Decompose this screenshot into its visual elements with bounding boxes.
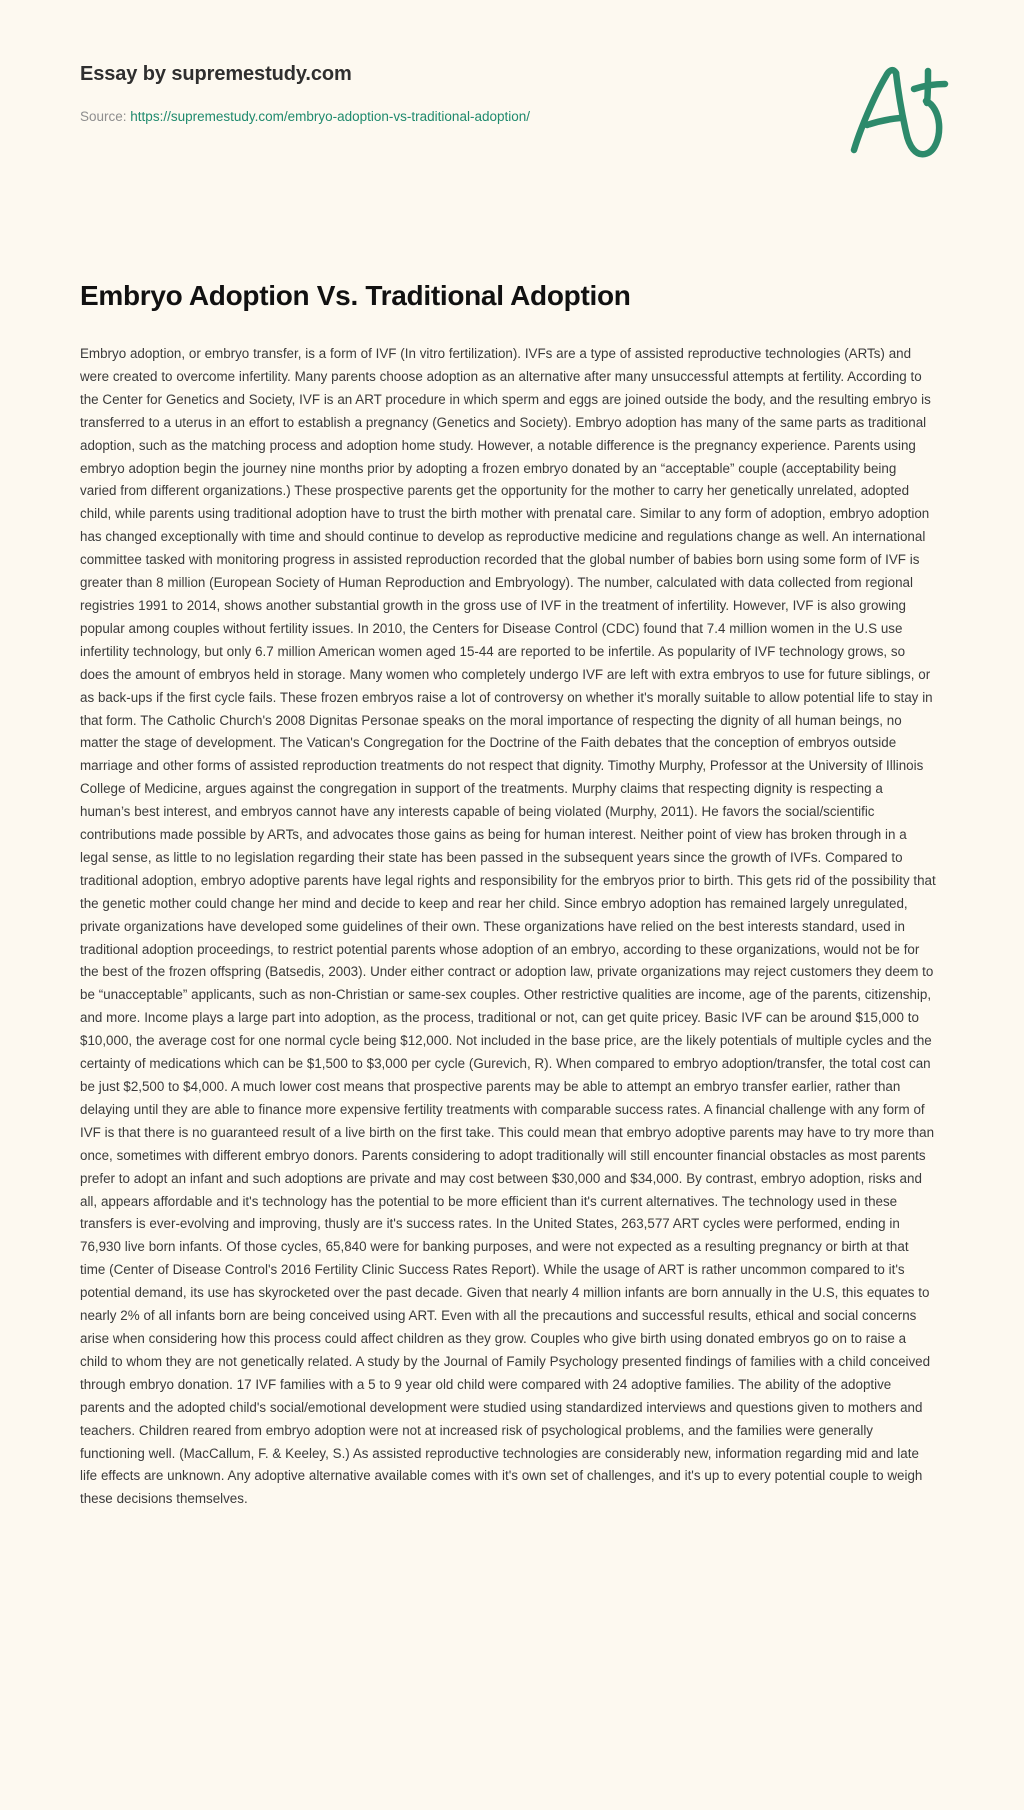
source-line bbox=[80, 108, 960, 126]
source-url-link[interactable]: https://supremestudy.com/embryo-adoption-vs-traditional-adoption/ bbox=[130, 109, 530, 124]
brand-title: Essay by supremestudy.com bbox=[80, 63, 352, 85]
essay-body bbox=[0, 313, 1024, 1551]
source-label: Source: bbox=[80, 109, 127, 124]
essay-paragraph: Embryo adoption, or embryo transfer, is a form of IVF (In vitro fertilization). IVFs are a type of assisted reproductive technologies (ARTs) and were created to overcome infertility. Many parents choose adoption as an alternative after many unsuccessful attempts at fertility. According to the Center for Genetics and Society, IVF is an ART procedure in which sperm and eggs are joined outside the body, and the resulting embryo is transferred to a uterus in an effort to establish a pregnancy (Genetics and Society). Embryo adoption has many of the same parts as traditional adoption, such as the matching process and adoption home study. However, a notable difference is the pregnancy experience. Parents using embryo adoption begin the journey nine months prior by adopting a frozen embryo donated by an “acceptable” couple (acceptability being varied from different organizations.) These prospective parents get the opportunity for the mother to carry her genetically unrelated, adopted child, while parents using traditional adoption have to trust the birth mother with prenatal care. Similar to any form of adoption, embryo adoption has changed exceptionally with time and should continue to develop as reproductive medicine and regulations change as well. An international committee tasked with monitoring progress in assisted reproduction recorded that the global number of babies born using some form of IVF is greater than 8 million (European Society of Human Reproduction and Embryology). The number, calculated with data collected from regional registries 1991 to 2014, shows another substantial growth in the gross use of IVF in the treatment of infertility. However, IVF is also growing popular among couples without fertility issues. In 2010, the Centers for Disease Control (CDC) found that 7.4 million women in the U.S use infertility technology, but only 6.7 million American women aged 15-44 are reported to be infertile. As popularity of IVF technology grows, so does the amount of embryos held in storage. Many women who completely undergo IVF are left with extra embryos to use for future siblings, or as back-ups if the first cycle fails. These frozen embryos raise a lot of controversy on whether it's morally suitable to allow potential life to stay in that form. The Catholic Church's 2008 Dignitas Personae speaks on the moral importance of respecting the dignity of all human beings, no matter the stage of development. The Vatican's Congregation for the Doctrine of the Faith debates that the conception of embryos outside marriage and other forms of assisted reproduction treatments do not respect that dignity. Timothy Murphy, Professor at the University of Illinois College of Medicine, argues against the congregation in support of the treatments. Murphy claims that respecting dignity is respecting a human’s best interest, and embryos cannot have any interests capable of being violated (Murphy, 2011). He favors the social/scientific contributions made possible by ARTs, and advocates those gains as being for human interest. Neither point of view has broken through in a legal sense, as little to no legislation regarding their state has been passed in the subsequent years since the growth of IVFs. Compared to traditional adoption, embryo adoptive parents have legal rights and responsibility for the embryos prior to birth. This gets rid of the possibility that the genetic mother could change her mind and decide to keep and rear her child. Since embryo adoption has remained largely unregulated, private organizations have developed some guidelines of their own. These organizations have relied on the best interests standard, used in traditional adoption proceedings, to restrict potential parents whose adoption of an embryo, according to these organizations, would not be for the best of the frozen offspring (Batsedis, 2003). Under either contract or adoption law, private organizations may reject customers they deem to be “unacceptable” applicants, such as non-Christian or same-sex couples. Other restrictive qualities are income, age of the parents, citizenship, and more. Income plays a large part into adoption, as the process, traditional or not, can get quite pricey. Basic IVF can be around $15,000 to $10,000, the average cost for one normal cycle being $12,000. Not included in the base price, are the likely potentials of multiple cycles and the certainty of medications which can be $1,500 to $3,000 per cycle (Gurevich, R). When compared to embryo adoption/transfer, the total cost can be just $2,500 to $4,000. A much lower cost means that prospective parents may be able to attempt an embryo transfer earlier, rather than delaying until they are able to finance more expensive fertility treatments with comparable success rates. A financial challenge with any form of IVF is that there is no guaranteed result of a live birth on the first take. This could mean that embryo adoptive parents may have to try more than once, sometimes with different embryo donors. Parents considering to adopt traditionally will still encounter financial obstacles as most parents prefer to adopt an infant and such adoptions are private and may cost between $30,000 and $34,000. By contrast, embryo adoption, risks and all, appears affordable and it's technology has the potential to be more efficient than it's current alternatives. The technology used in these transfers is ever-evolving and improving, thusly are it's success rates. In the United States, 263,577 ART cycles were performed, ending in 76,930 live born infants. Of those cycles, 65,840 were for banking purposes, and were not expected as a resulting pregnancy or birth at that time (Center of Disease Control's 2016 Fertility Clinic Success Rates Report). While the usage of ART is rather uncommon compared to it's potential demand, its use has skyrocketed over the past decade. Given that nearly 4 million infants are born annually in the U.S, this equates to nearly 2% of all infants born are being conceived using ART. Even with all the precautions and successful results, ethical and social concerns arise when considering how this process could affect children as they grow. Couples who give birth using donated embryos go on to raise a child to whom they are not genetically related. A study by the Journal of Family Psychology presented findings of families with a child conceived through embryo donation. 17 IVF families with a 5 to 9 year old child were compared with 24 adoptive families. The ability of the adoptive parents and the adopted child's social/emotional development were studied using standardized interviews and questions given to mothers and teachers. Children reared from embryo adoption were not at increased risk of psychological problems, and the families were generally functioning well. (MacCallum, F. & Keeley, S.) As assisted reproductive technologies are considerably new, information regarding mid and late life effects are unknown. Any adoptive alternative available comes with it's own set of challenges, and it's up to every potential couple to weigh these decisions themselves. bbox=[80, 346, 936, 1507]
page-title: Embryo Adoption Vs. Traditional Adoption bbox=[80, 280, 631, 311]
page-header bbox=[0, 0, 1024, 182]
a-plus-logo-icon bbox=[840, 56, 960, 166]
